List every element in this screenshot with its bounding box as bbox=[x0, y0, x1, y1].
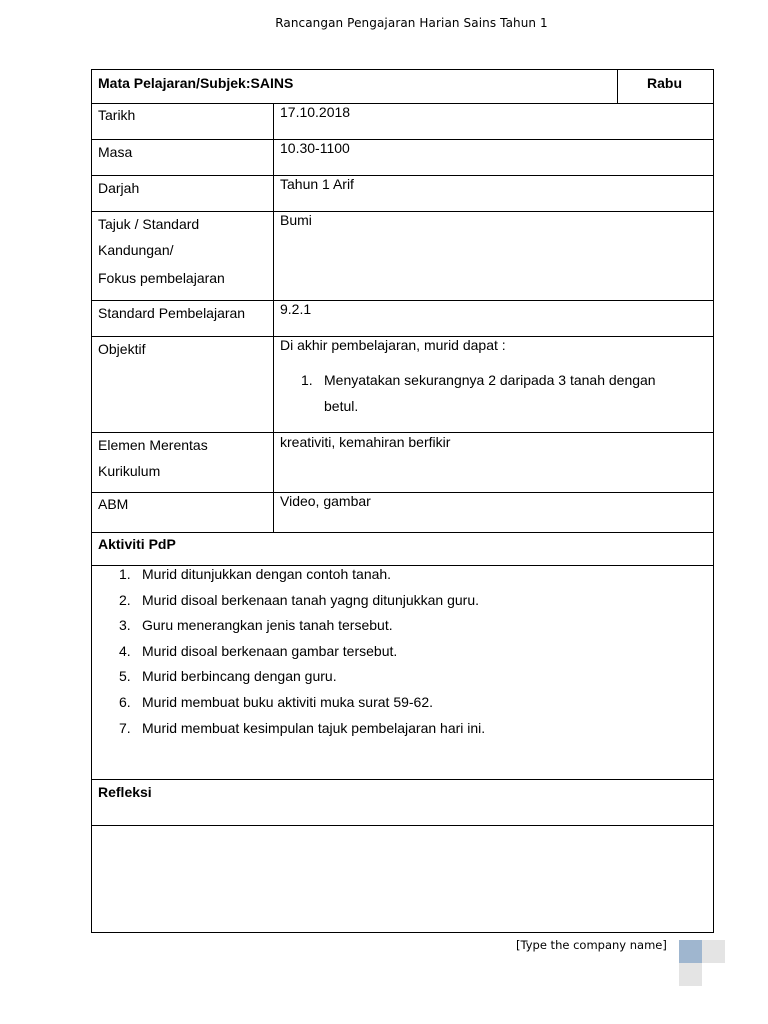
day-label: Rabu bbox=[647, 75, 682, 91]
row-label-tajuk-line1: Tajuk / Standard bbox=[98, 216, 200, 232]
activity-text: Murid berbincang dengan guru. bbox=[142, 668, 337, 684]
activity-text: Murid membuat buku aktiviti muka surat 59-62. bbox=[142, 694, 434, 710]
row-value-standard-pembelajaran: 9.2.1 bbox=[280, 301, 312, 317]
row-label-masa: Masa bbox=[98, 144, 133, 160]
company-name-placeholder: [Type the company name] bbox=[516, 938, 667, 952]
row-label-emk-line1: Elemen Merentas bbox=[98, 437, 208, 453]
reflection-body bbox=[92, 826, 713, 932]
row-value-objektif: Di akhir pembelajaran, murid dapat : bbox=[280, 337, 506, 353]
row-value-emk: kreativiti, kemahiran berfikir bbox=[280, 434, 451, 450]
row-label-emk-line2: Kurikulum bbox=[98, 463, 161, 479]
activity-number: 3. bbox=[119, 617, 131, 633]
activity-text: Murid ditunjukkan dengan contoh tanah. bbox=[142, 566, 392, 582]
subject-label: Mata Pelajaran/Subjek:SAINS bbox=[98, 75, 294, 91]
row-label-standard-pembelajaran: Standard Pembelajaran bbox=[98, 305, 246, 321]
row-label-objektif: Objektif bbox=[98, 341, 146, 357]
activity-text: Murid disoal berkenaan tanah yagng ditunjukkan guru. bbox=[142, 592, 480, 608]
activity-text: Murid membuat kesimpulan tajuk pembelajaran hari ini. bbox=[142, 720, 486, 736]
activity-number: 2. bbox=[119, 592, 131, 608]
activity-text: Guru menerangkan jenis tanah tersebut. bbox=[142, 617, 393, 633]
page-header: Rancangan Pengajaran Harian Sains Tahun 1 bbox=[275, 16, 548, 30]
row-value-abm: Video, gambar bbox=[280, 493, 371, 509]
row-value-tarikh: 17.10.2018 bbox=[280, 104, 351, 120]
activity-number: 7. bbox=[119, 720, 131, 736]
activity-number: 5. bbox=[119, 668, 131, 684]
decor-square-dark bbox=[679, 940, 702, 963]
activity-number: 6. bbox=[119, 694, 131, 710]
objective-text-line2: betul. bbox=[324, 398, 359, 414]
row-label-tajuk-line3: Fokus pembelajaran bbox=[98, 270, 225, 286]
reflection-heading: Refleksi bbox=[98, 784, 152, 800]
objective-text-line1: Menyatakan sekurangnya 2 daripada 3 tanah dengan bbox=[324, 372, 656, 388]
activity-heading: Aktiviti PdP bbox=[98, 536, 176, 552]
decor-square-light bbox=[679, 963, 702, 986]
activity-number: 4. bbox=[119, 643, 131, 659]
row-label-tarikh: Tarikh bbox=[98, 107, 136, 123]
row-label-darjah: Darjah bbox=[98, 180, 140, 196]
objective-number: 1. bbox=[301, 372, 313, 388]
row-label-tajuk-line2: Kandungan/ bbox=[98, 242, 174, 258]
row-value-darjah: Tahun 1 Arif bbox=[280, 176, 354, 192]
row-value-masa: 10.30-1100 bbox=[280, 140, 350, 156]
lesson-plan-table bbox=[91, 69, 714, 933]
decor-square-light bbox=[702, 940, 725, 963]
activity-text: Murid disoal berkenaan gambar tersebut. bbox=[142, 643, 398, 659]
row-value-tajuk: Bumi bbox=[280, 212, 312, 228]
activity-number: 1. bbox=[119, 566, 131, 582]
row-label-abm: ABM bbox=[98, 496, 129, 512]
